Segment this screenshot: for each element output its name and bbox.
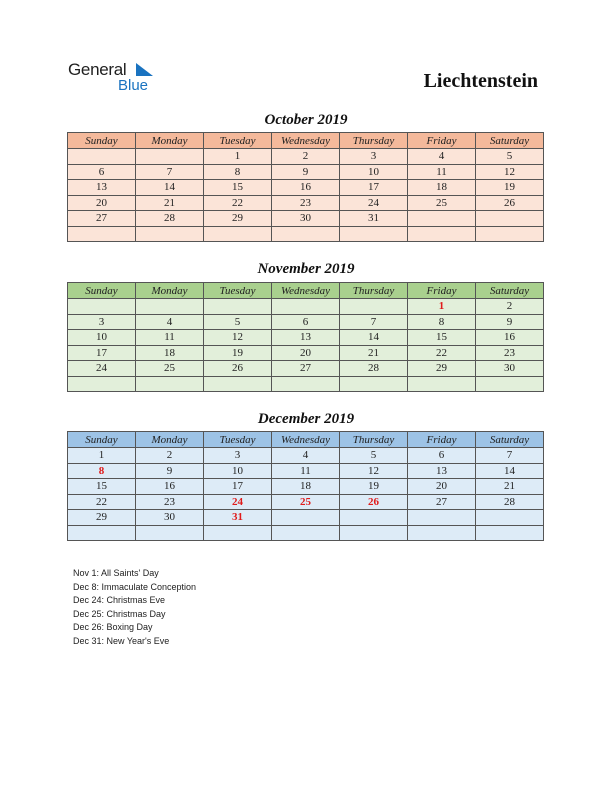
- day-cell: 25: [136, 361, 204, 377]
- day-cell: 29: [408, 361, 476, 377]
- day-cell: [340, 510, 408, 526]
- day-cell: 30: [476, 361, 544, 377]
- day-cell: 24: [204, 494, 272, 510]
- day-cell: [68, 525, 136, 541]
- week-row: [68, 330, 544, 346]
- day-cell: 5: [476, 149, 544, 165]
- day-cell: 17: [68, 345, 136, 361]
- day-cell: 23: [272, 195, 340, 211]
- day-cell: 15: [68, 479, 136, 495]
- week-row: [68, 361, 544, 377]
- day-cell: [272, 525, 340, 541]
- day-cell: 6: [68, 164, 136, 180]
- week-row: [68, 494, 544, 510]
- day-cell: [408, 226, 476, 242]
- weekday-header: Tuesday: [204, 133, 272, 149]
- weekday-header: Sunday: [68, 432, 136, 448]
- day-cell: 17: [340, 180, 408, 196]
- holiday-note: Dec 25: Christmas Day: [73, 608, 166, 619]
- day-cell: 16: [476, 330, 544, 346]
- day-cell: 28: [476, 494, 544, 510]
- calendar-october: [67, 132, 544, 242]
- day-cell: [476, 510, 544, 526]
- day-cell: [272, 299, 340, 315]
- day-cell: 1: [204, 149, 272, 165]
- day-cell: 6: [272, 314, 340, 330]
- day-cell: 11: [136, 330, 204, 346]
- day-cell: 18: [408, 180, 476, 196]
- weekday-header-row: [68, 283, 544, 299]
- day-cell: 6: [408, 448, 476, 464]
- logo-word-general: General: [68, 60, 127, 79]
- day-cell: 25: [408, 195, 476, 211]
- weekday-header: Sunday: [68, 283, 136, 299]
- day-cell: [408, 211, 476, 227]
- weekday-header: Tuesday: [204, 283, 272, 299]
- day-cell: 27: [68, 211, 136, 227]
- day-cell: 1: [68, 448, 136, 464]
- day-cell: 11: [408, 164, 476, 180]
- weekday-header: Friday: [408, 283, 476, 299]
- day-cell: 20: [408, 479, 476, 495]
- day-cell: [340, 525, 408, 541]
- holiday-note: Nov 1: All Saints' Day: [73, 568, 159, 578]
- week-row: [68, 510, 544, 526]
- day-cell: 27: [408, 494, 476, 510]
- day-cell: 26: [340, 494, 408, 510]
- logo-word-blue: Blue: [118, 77, 149, 94]
- weekday-header: Friday: [408, 432, 476, 448]
- day-cell: 25: [272, 494, 340, 510]
- day-cell: 21: [340, 345, 408, 361]
- week-row: [68, 226, 544, 242]
- day-cell: [136, 376, 204, 392]
- day-cell: 22: [204, 195, 272, 211]
- day-cell: 4: [408, 149, 476, 165]
- holiday-note: Dec 26: Boxing Day: [73, 622, 153, 632]
- day-cell: [272, 226, 340, 242]
- day-cell: 13: [68, 180, 136, 196]
- day-cell: 14: [476, 463, 544, 479]
- day-cell: 30: [136, 510, 204, 526]
- day-cell: 7: [476, 448, 544, 464]
- day-cell: 30: [272, 211, 340, 227]
- weekday-header: Saturday: [476, 283, 544, 299]
- weekday-header: Saturday: [476, 133, 544, 149]
- day-cell: 8: [204, 164, 272, 180]
- day-cell: 29: [204, 211, 272, 227]
- month-title-october: October 2019: [264, 112, 348, 128]
- day-cell: 1: [408, 299, 476, 315]
- day-cell: [408, 376, 476, 392]
- day-cell: 10: [68, 330, 136, 346]
- day-cell: 19: [204, 345, 272, 361]
- month-title-november: November 2019: [257, 261, 355, 277]
- day-cell: 10: [204, 463, 272, 479]
- week-row: [68, 314, 544, 330]
- day-cell: 26: [204, 361, 272, 377]
- weekday-header: Wednesday: [272, 133, 340, 149]
- day-cell: [476, 376, 544, 392]
- day-cell: [68, 226, 136, 242]
- day-cell: 16: [136, 479, 204, 495]
- day-cell: 21: [136, 195, 204, 211]
- day-cell: 12: [204, 330, 272, 346]
- day-cell: [340, 299, 408, 315]
- day-cell: 7: [340, 314, 408, 330]
- day-cell: 9: [272, 164, 340, 180]
- day-cell: 5: [340, 448, 408, 464]
- week-row: [68, 376, 544, 392]
- day-cell: [476, 226, 544, 242]
- day-cell: [204, 226, 272, 242]
- day-cell: [340, 226, 408, 242]
- holiday-notes: [73, 567, 196, 648]
- week-row: [68, 463, 544, 479]
- day-cell: 20: [272, 345, 340, 361]
- day-cell: 15: [204, 180, 272, 196]
- weekday-header: Wednesday: [272, 432, 340, 448]
- day-cell: [272, 376, 340, 392]
- weekday-header: Monday: [136, 133, 204, 149]
- week-row: [68, 211, 544, 227]
- holiday-note: Dec 31: New Year's Eve: [73, 635, 170, 646]
- holiday-note: Dec 8: Immaculate Conception: [73, 581, 197, 592]
- day-cell: 22: [68, 494, 136, 510]
- day-cell: 31: [340, 211, 408, 227]
- logo-triangle-icon: [134, 63, 154, 77]
- day-cell: 28: [340, 361, 408, 377]
- calendar-november: [67, 282, 544, 392]
- day-cell: 9: [476, 314, 544, 330]
- day-cell: 21: [476, 479, 544, 495]
- weekday-header: Friday: [408, 133, 476, 149]
- day-cell: 12: [476, 164, 544, 180]
- day-cell: 5: [204, 314, 272, 330]
- day-cell: 16: [272, 180, 340, 196]
- day-cell: [476, 211, 544, 227]
- day-cell: [136, 149, 204, 165]
- day-cell: 24: [68, 361, 136, 377]
- day-cell: 7: [136, 164, 204, 180]
- day-cell: 12: [340, 463, 408, 479]
- day-cell: [68, 149, 136, 165]
- day-cell: [136, 525, 204, 541]
- weekday-header: Thursday: [340, 432, 408, 448]
- day-cell: 14: [136, 180, 204, 196]
- day-cell: 8: [408, 314, 476, 330]
- weekday-header-row: [68, 133, 544, 149]
- day-cell: [204, 299, 272, 315]
- day-cell: [204, 376, 272, 392]
- weekday-header: Thursday: [340, 283, 408, 299]
- day-cell: 14: [340, 330, 408, 346]
- day-cell: 24: [340, 195, 408, 211]
- weekday-header: Saturday: [476, 432, 544, 448]
- day-cell: 29: [68, 510, 136, 526]
- holiday-note: Dec 24: Christmas Eve: [73, 595, 166, 605]
- day-cell: 13: [272, 330, 340, 346]
- weekday-header: Thursday: [340, 133, 408, 149]
- weekday-header: Tuesday: [204, 432, 272, 448]
- month-title-december: December 2019: [257, 411, 355, 427]
- day-cell: [136, 299, 204, 315]
- day-cell: 31: [204, 510, 272, 526]
- day-cell: [204, 525, 272, 541]
- day-cell: 27: [272, 361, 340, 377]
- weekday-header: Wednesday: [272, 283, 340, 299]
- day-cell: 9: [136, 463, 204, 479]
- day-cell: 15: [408, 330, 476, 346]
- country-title: Liechtenstein: [423, 70, 538, 92]
- day-cell: 3: [340, 149, 408, 165]
- day-cell: 19: [476, 180, 544, 196]
- day-cell: 8: [68, 463, 136, 479]
- week-row: [68, 180, 544, 196]
- weekday-header: Monday: [136, 283, 204, 299]
- week-row: [68, 195, 544, 211]
- week-row: [68, 448, 544, 464]
- day-cell: 18: [136, 345, 204, 361]
- day-cell: [408, 510, 476, 526]
- weekday-header: Monday: [136, 432, 204, 448]
- week-row: [68, 149, 544, 165]
- day-cell: [136, 226, 204, 242]
- day-cell: 10: [340, 164, 408, 180]
- day-cell: 23: [476, 345, 544, 361]
- day-cell: 18: [272, 479, 340, 495]
- weekday-header: Sunday: [68, 133, 136, 149]
- day-cell: 2: [476, 299, 544, 315]
- day-cell: 19: [340, 479, 408, 495]
- week-row: [68, 525, 544, 541]
- day-cell: 2: [272, 149, 340, 165]
- day-cell: 2: [136, 448, 204, 464]
- day-cell: [408, 525, 476, 541]
- day-cell: 3: [204, 448, 272, 464]
- day-cell: [340, 376, 408, 392]
- day-cell: 17: [204, 479, 272, 495]
- week-row: [68, 299, 544, 315]
- logo: [68, 60, 158, 96]
- day-cell: 22: [408, 345, 476, 361]
- day-cell: [476, 525, 544, 541]
- day-cell: 20: [68, 195, 136, 211]
- day-cell: 4: [136, 314, 204, 330]
- week-row: [68, 345, 544, 361]
- calendar-december: [67, 431, 544, 541]
- weekday-header-row: [68, 432, 544, 448]
- day-cell: [272, 510, 340, 526]
- day-cell: 11: [272, 463, 340, 479]
- day-cell: 4: [272, 448, 340, 464]
- day-cell: [68, 376, 136, 392]
- day-cell: 3: [68, 314, 136, 330]
- day-cell: [68, 299, 136, 315]
- day-cell: 13: [408, 463, 476, 479]
- week-row: [68, 164, 544, 180]
- day-cell: 26: [476, 195, 544, 211]
- day-cell: 23: [136, 494, 204, 510]
- week-row: [68, 479, 544, 495]
- day-cell: 28: [136, 211, 204, 227]
